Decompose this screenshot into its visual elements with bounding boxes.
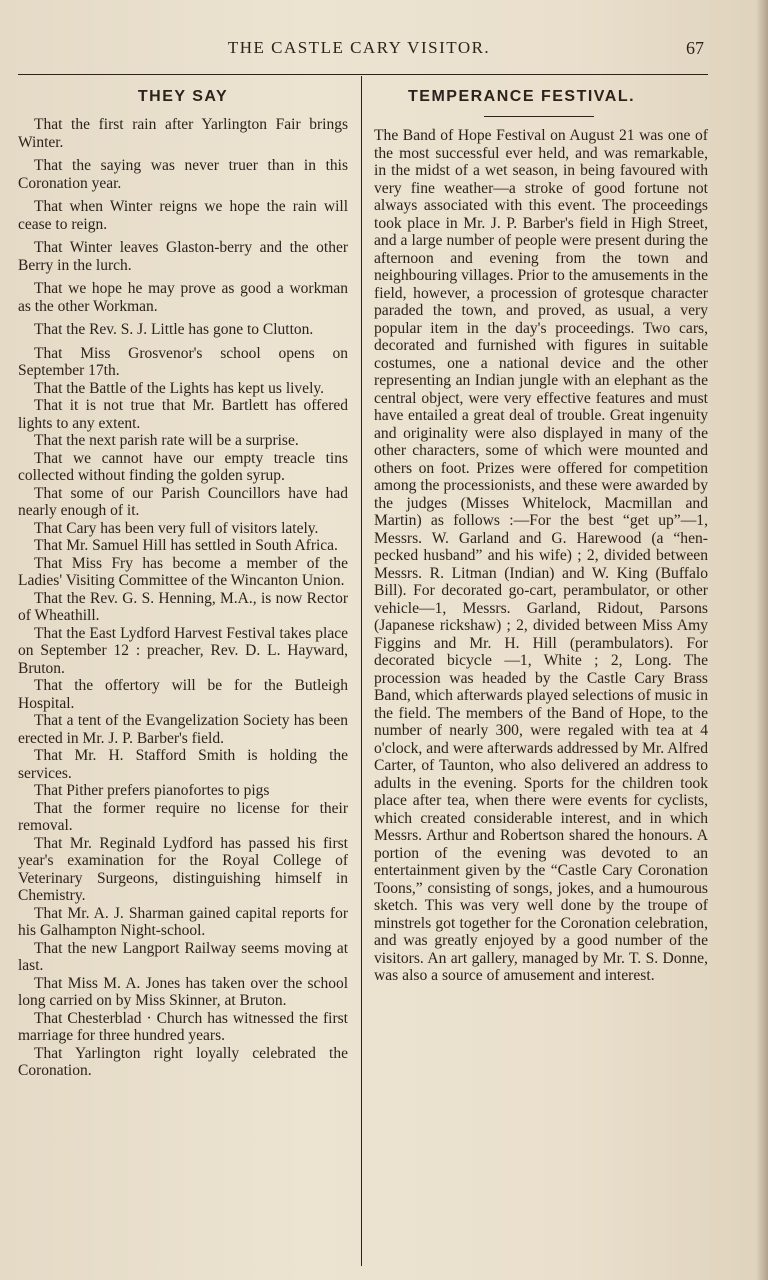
they-say-item: That we cannot have our empty treacle tins collected without finding the golden syrup.	[18, 449, 348, 484]
they-say-title: THEY SAY	[137, 88, 229, 105]
temperance-festival-body: The Band of Hope Festival on August 21 was one of the most successful ever held, and was remarkable, in the midst of a wet season, in being favoured with very fine weather—a stroke of good fortune not always associated with this event. The proceedings took place in Mr. J. P. Barber's field in High Street, and a large number of people were present during the afternoon and evening from the town and neighbouring villages. Prior to the amusements in the field, however, a procession of grotesque character paraded the town, and proved, as usual, a very popular item in the day's proceedings. Two cars, decorated and furnished with figures in suitable costumes, one a national device and the other representing an Indian jungle with an elephant as the central object, were very effective features and must have entailed a great deal of trouble. Great ingenuity and originality were also displayed in many of the other characters, some of which were mounted and others on foot. Prizes were offered for competition among the processionists, and these were awarded by the judges (Misses Whitelock, Macmillan and Martin) as follows :—For the best “get up”—1, Messrs. W. Garland and G. Harewood (a “hen-pecked husband” and his wife) ; 2, divided between Messrs. R. Litman (Indian) and W. King (Buffalo Bill). For decorated go-cart, perambulator, or other vehicle—1, Messrs. Garland, Ridout, Parsons (Japanese rickshaw) ; 2, divided between Miss Amy Figgins and Mr. H. Hill (perambulators). For decorated bicycle —1, White ; 2, Long. The procession was headed by the Castle Cary Brass Band, which afterwards played selections of music in the field. The members of the Band of Hope, to the number of nearly 300, were regaled with tea at 4 o'clock, and were afterwards addressed by Mr. Alfred Carter, of Taunton, who also delivered an address to adults in the evening. Sports for the children took place after tea, when there were events for cyclists, which created considerable interest, and in which Messrs. Arthur and Robertson shared the honours. A portion of the evening was devoted to an entertainment given by the “Castle Cary Coronation Toons,” consisting of songs, jokes, and a humourous sketch. This was very well done by the troupe of minstrels got together for the Coronation celebration, and was greatly enjoyed by a good number of the visitors. An art gallery, managed by Mr. T. S. Donne, was also a source of amusement and interest.	[374, 127, 708, 984]
running-title: THE CASTLE CARY VISITOR.	[227, 38, 491, 57]
they-say-item: That Cary has been very full of visitors lately.	[34, 519, 319, 537]
they-say-item: That the Rev. G. S. Henning, M.A., is now Rector of Wheathill.	[18, 589, 348, 624]
temperance-festival-column	[374, 86, 708, 985]
they-say-item: That we hope he may prove as good a workman as the other Workman.	[18, 280, 348, 315]
header-rule	[18, 74, 708, 75]
they-say-item: That Miss M. A. Jones has taken over the school long carried on by Miss Skinner, at Bruton.	[18, 974, 348, 1009]
page-number: 67	[686, 38, 704, 58]
they-say-item: That Miss Fry has become a member of the Ladies' Visiting Committee of the Wincanton Union.	[18, 554, 348, 589]
they-say-item: That Mr. A. J. Sharman gained capital reports for his Galhampton Night-school.	[18, 904, 348, 939]
they-say-item: That the next parish rate will be a surprise.	[34, 432, 299, 449]
they-say-item: That the first rain after Yarlington Fair brings Winter.	[18, 116, 348, 151]
temperance-festival-title: TEMPERANCE FESTIVAL.	[408, 88, 636, 105]
they-say-item: That the Rev. S. J. Little has gone to Clutton.	[34, 321, 314, 338]
they-say-item: That the saying was never truer than in this Coronation year.	[18, 157, 348, 192]
they-say-item: That Mr. Samuel Hill has settled in South Africa.	[34, 537, 338, 554]
they-say-item: That the Battle of the Lights has kept us lively.	[34, 379, 324, 397]
they-say-item: That a tent of the Evangelization Society has been erected in Mr. J. P. Barber's field.	[18, 712, 348, 747]
they-say-item: That Mr. H. Stafford Smith is holding the services.	[18, 747, 348, 782]
column-divider	[361, 76, 362, 1266]
they-say-column	[18, 86, 348, 1080]
page-edge-shadow	[756, 0, 768, 1280]
they-say-item: That Miss Grosvenor's school opens on September 17th.	[18, 344, 348, 379]
they-say-item: That the East Lydford Harvest Festival takes place on September 12 : preacher, Rev. D. L. Hayward, Bruton.	[18, 624, 348, 677]
they-say-item: That the offertory will be for the Butleigh Hospital.	[18, 677, 348, 712]
they-say-item: That Mr. Reginald Lydford has passed his first year's examination for the Royal College of Veterinary Surgeons, distinguishing himself in Chemistry.	[18, 834, 348, 904]
they-say-item: That Winter leaves Glaston-berry and the other Berry in the lurch.	[18, 239, 348, 274]
they-say-item: That some of our Parish Councillors have had nearly enough of it.	[18, 484, 348, 519]
page-header	[0, 38, 768, 68]
they-say-list	[18, 116, 348, 1080]
they-say-item: That Chesterblad · Church has witnessed the first marriage for three hundred years.	[18, 1009, 348, 1044]
they-say-item: That when Winter reigns we hope the rain will cease to reign.	[18, 198, 348, 233]
they-say-item: That it is not true that Mr. Bartlett has offered lights to any extent.	[18, 397, 348, 432]
they-say-item: That Pither prefers pianofortes to pigs	[34, 782, 270, 799]
they-say-item: That the new Langport Railway seems moving at last.	[18, 939, 348, 974]
they-say-item: That the former require no license for their removal.	[18, 799, 348, 834]
title-underline	[484, 116, 594, 117]
they-say-item: That Yarlington right loyally celebrated the Coronation.	[18, 1044, 348, 1079]
